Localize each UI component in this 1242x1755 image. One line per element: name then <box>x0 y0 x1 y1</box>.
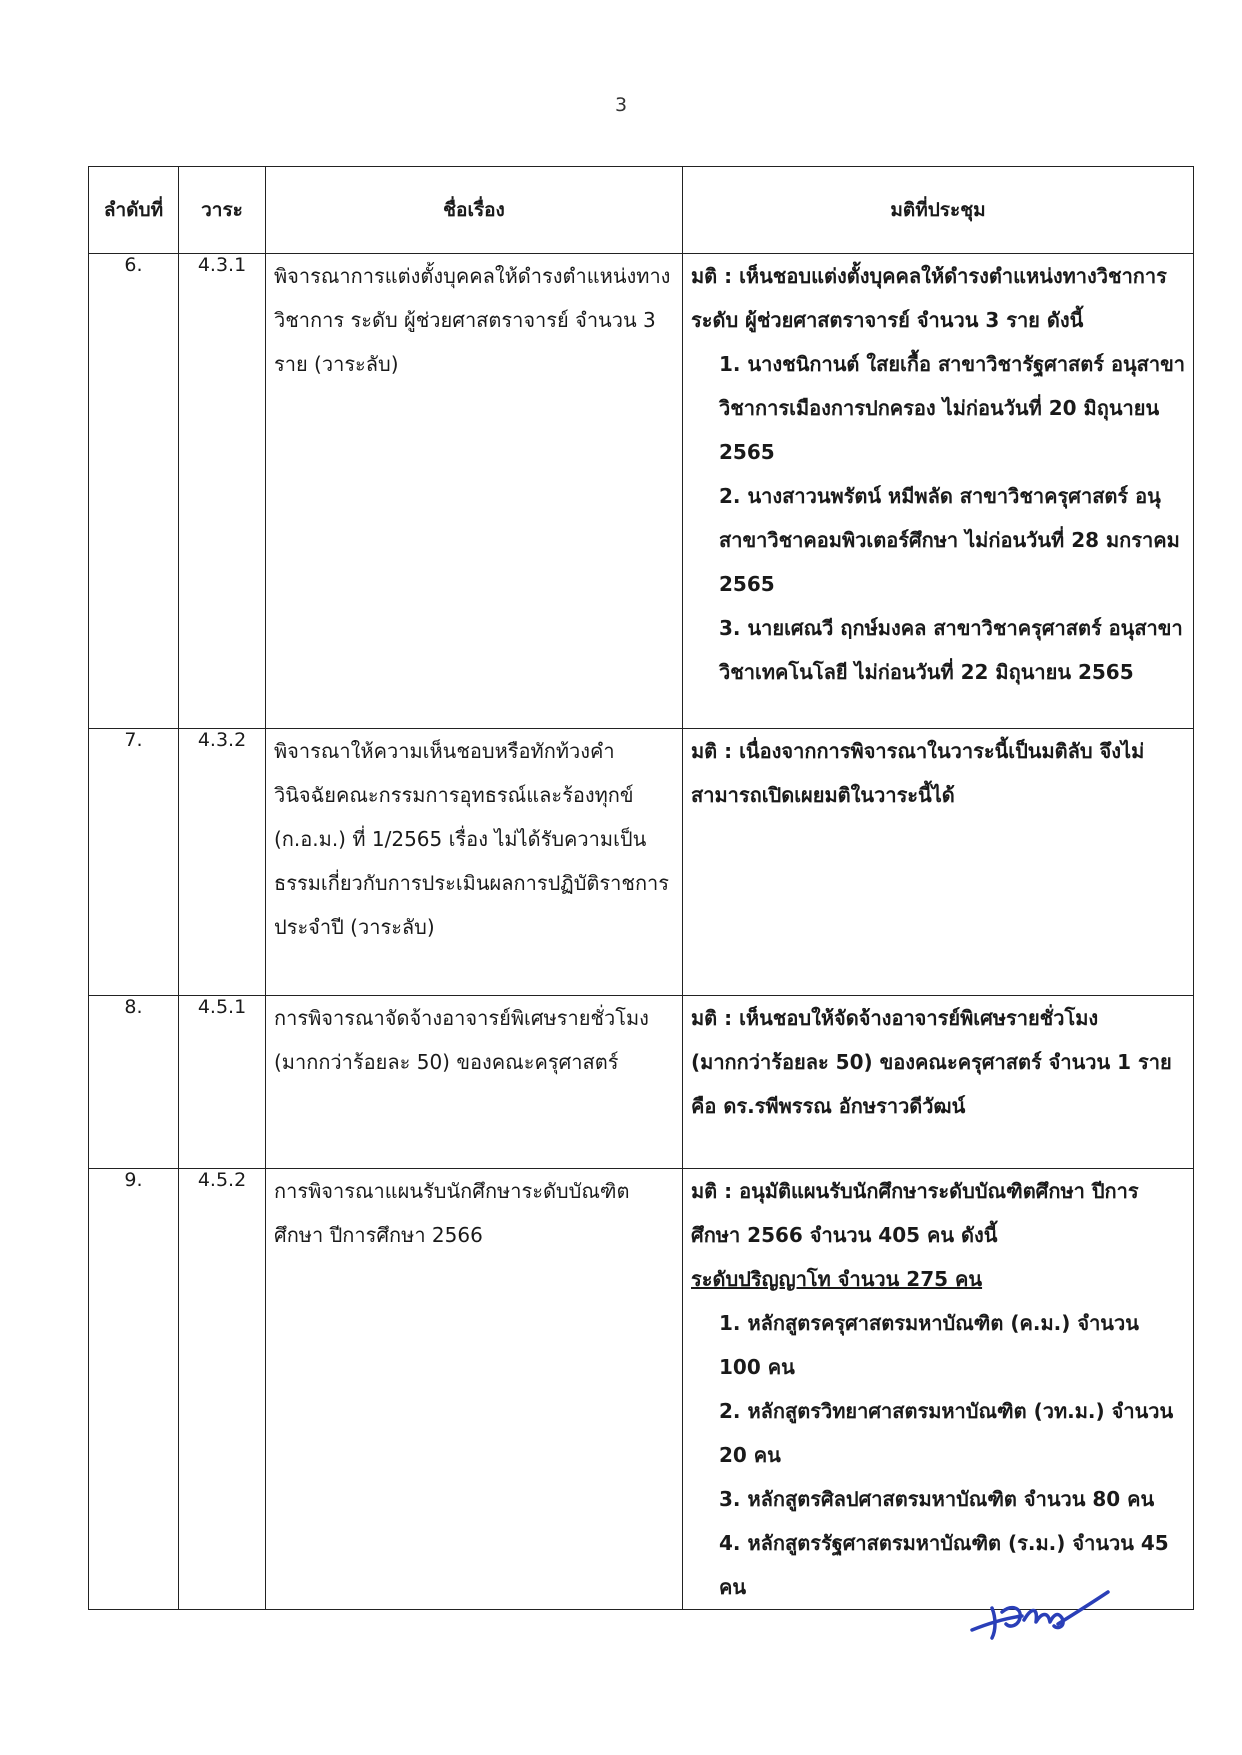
row-agenda: 4.5.2 <box>179 1169 266 1610</box>
table-row <box>89 996 1194 1169</box>
resolution-subheading: ระดับปริญญาโท จำนวน 275 คน <box>691 1267 983 1291</box>
resolution-item: 1. หลักสูตรครุศาสตรมหาบัณฑิต (ค.ม.) จำนวน 100 คน <box>719 1311 1139 1379</box>
page-number: 3 <box>614 94 628 116</box>
resolution-item: 3. หลักสูตรศิลปศาสตรมหาบัณฑิต จำนวน 80 คน <box>719 1487 1155 1511</box>
table-row <box>89 254 1194 729</box>
header-agenda: วาระ <box>179 167 266 254</box>
row-title: พิจารณาการแต่งตั้งบุคคลให้ดำรงตำแหน่งทางวิชาการ ระดับ ผู้ช่วยศาสตราจารย์ จำนวน 3 ราย (วาระลับ) <box>266 254 683 729</box>
header-title: ชื่อเรื่อง <box>266 167 683 254</box>
resolution-item: 3. นายเศณวี ฤกษ์มงคล สาขาวิชาครุศาสตร์ อนุสาขาวิชาเทคโนโลยี ไม่ก่อนวันที่ 22 มิถุนายน 2565 <box>719 616 1183 684</box>
row-agenda: 4.3.2 <box>179 729 266 996</box>
table-header-row <box>89 167 1194 254</box>
row-resolution <box>683 1169 1194 1610</box>
table-row <box>89 729 1194 996</box>
resolution-item: 1. นางชนิกานต์ ใสยเกื้อ สาขาวิชารัฐศาสตร์ อนุสาขาวิชาการเมืองการปกครอง ไม่ก่อนวันที่ 20 มิถุนายน 2565 <box>719 352 1185 464</box>
row-agenda: 4.5.1 <box>179 996 266 1169</box>
row-number: 6. <box>89 254 179 729</box>
resolution-item: 2. หลักสูตรวิทยาศาสตรมหาบัณฑิต (วท.ม.) จำนวน 20 คน <box>719 1399 1174 1467</box>
row-number: 9. <box>89 1169 179 1610</box>
resolution-intro: มติ : เห็นชอบให้จัดจ้างอาจารย์พิเศษรายชั่วโมง (มากกว่าร้อยละ 50) ของคณะครุศาสตร์ จำนวน 1 ราย คือ ดร.รพีพรรณ อักษราวดีวัฒน์ <box>691 1006 1172 1118</box>
row-resolution <box>683 996 1194 1169</box>
row-title: การพิจารณาแผนรับนักศึกษาระดับบัณฑิตศึกษา ปีการศึกษา 2566 <box>266 1169 683 1610</box>
table-row <box>89 1169 1194 1610</box>
row-resolution <box>683 729 1194 996</box>
minutes-table <box>88 166 1194 1610</box>
row-title: พิจารณาให้ความเห็นชอบหรือทักท้วงคำวินิจฉัยคณะกรรมการอุทธรณ์และร้องทุกข์ (ก.อ.ม.) ที่ 1/2565 เรื่อง ไม่ได้รับความเป็นธรรมเกี่ยวกับการประเมินผลการปฏิบัติราชการประจำปี (วาระลับ) <box>266 729 683 996</box>
row-resolution <box>683 254 1194 729</box>
header-number: ลำดับที่ <box>89 167 179 254</box>
resolution-item: 4. หลักสูตรรัฐศาสตรมหาบัณฑิต (ร.ม.) จำนวน 45 คน <box>719 1531 1169 1599</box>
row-number: 7. <box>89 729 179 996</box>
row-agenda: 4.3.1 <box>179 254 266 729</box>
row-title: การพิจารณาจัดจ้างอาจารย์พิเศษรายชั่วโมง (มากกว่าร้อยละ 50) ของคณะครุศาสตร์ <box>266 996 683 1169</box>
row-number: 8. <box>89 996 179 1169</box>
header-resolution: มติที่ประชุม <box>683 167 1194 254</box>
signature-icon <box>962 1578 1112 1648</box>
resolution-item: 2. นางสาวนพรัตน์ หมีพลัด สาขาวิชาครุศาสตร์ อนุสาขาวิชาคอมพิวเตอร์ศึกษา ไม่ก่อนวันที่ 28 มกราคม 2565 <box>719 484 1180 596</box>
resolution-intro: มติ : เห็นชอบแต่งตั้งบุคคลให้ดำรงตำแหน่งทางวิชาการ ระดับ ผู้ช่วยศาสตราจารย์ จำนวน 3 ราย ดังนี้ <box>691 264 1167 332</box>
resolution-intro: มติ : เนื่องจากการพิจารณาในวาระนี้เป็นมติลับ จึงไม่สามารถเปิดเผยมติในวาระนี้ได้ <box>691 739 1145 807</box>
resolution-intro: มติ : อนุมัติแผนรับนักศึกษาระดับบัณฑิตศึกษา ปีการศึกษา 2566 จำนวน 405 คน ดังนี้ <box>691 1179 1139 1247</box>
